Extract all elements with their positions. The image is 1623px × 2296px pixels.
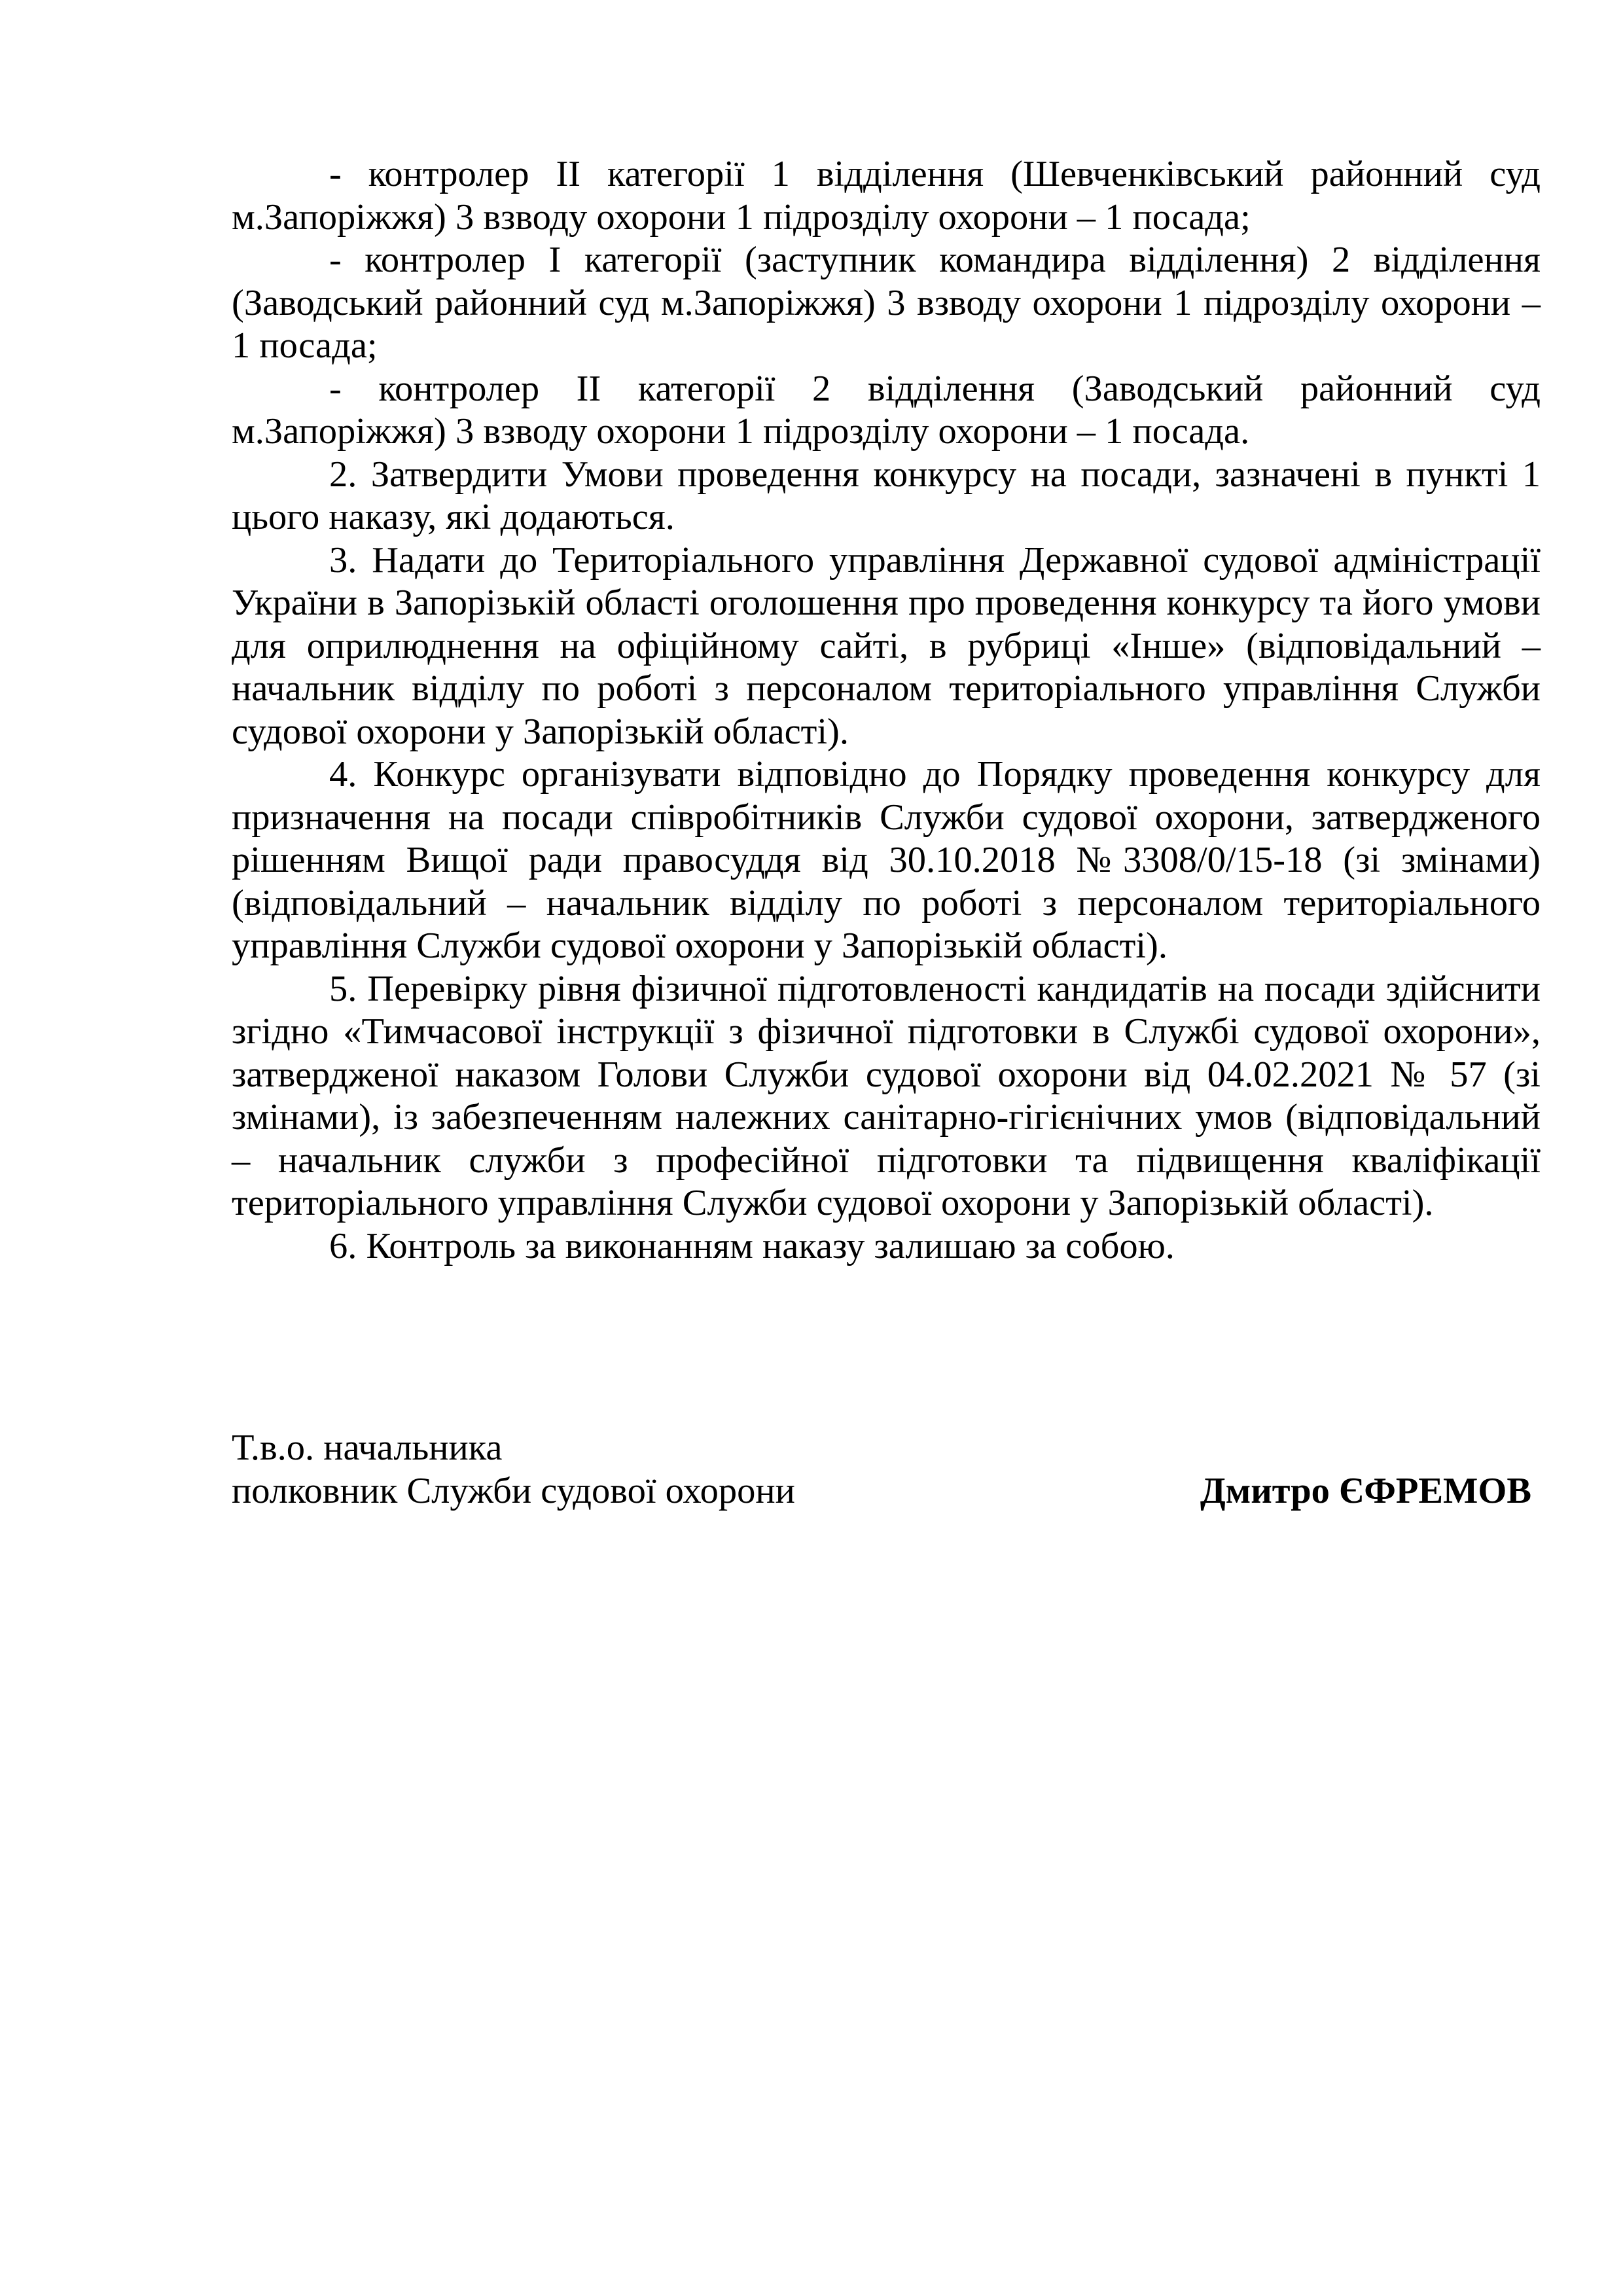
clause-3: 3. Надати до Територіального управління Державної судової адміністрації України в Запорізькій області оголошення про проведення конкурсу та його умови для оприлюднення на офіційному сайті, в рубриці «Інше» (відповідальний – начальник відділу по роботі з персоналом територіального управління Служби судової охорони у Запорізькій області). (232, 539, 1541, 752)
signer-rank: полковник Служби судової охорони (232, 1470, 795, 1511)
signer-role: Т.в.о. начальника (232, 1427, 503, 1468)
position-item-3: - контролер ІІ категорії 2 відділення (Заводський районний суд м.Запоріжжя) 3 взводу охорони 1 підрозділу охорони – 1 посада. (232, 368, 1541, 452)
position-item-2: - контролер І категорії (заступник командира відділення) 2 відділення (Заводський районний суд м.Запоріжжя) 3 взводу охорони 1 підрозділу охорони – 1 посада; (232, 240, 1541, 366)
position-item-1: - контролер ІІ категорії 1 відділення (Шевченківський районний суд м.Запоріжжя) 3 взводу охорони 1 підрозділу охорони – 1 посада; (232, 154, 1541, 238)
signer-name: Дмитро ЄФРЕМОВ (1200, 1470, 1531, 1511)
clause-2: 2. Затвердити Умови проведення конкурсу на посади, зазначені в пункті 1 цього наказу, які додаються. (232, 454, 1541, 537)
clause-5: 5. Перевірку рівня фізичної підготовленості кандидатів на посади здійснити згідно «Тимчасової інструкції з фізичної підготовки в Службі судової охорони», затвердженої наказом Голови Служби судової охорони від 04.02.2021 № 57 (зі змінами), із забезпеченням належних санітарно-гігієнічних умов (відповідальний – начальник служби з професійної підготовки та підвищення кваліфікації територіального управління Служби судової охорони у Запорізькій області). (232, 968, 1541, 1223)
document-body (232, 153, 1541, 1268)
signer-row (232, 1470, 1541, 1513)
clause-4: 4. Конкурс організувати відповідно до Порядку проведення конкурсу для призначення на посади співробітників Служби судової охорони, затвердженого рішенням Вищої ради правосуддя від 30.10.2018 №3308/0/15-18 (зі змінами) (відповідальний – начальник відділу по роботі з персоналом територіального управління Служби судової охорони у Запорізькій області). (232, 754, 1541, 966)
clause-6: 6. Контроль за виконанням наказу залишаю за собою. (329, 1225, 1175, 1266)
signature-block (232, 1427, 1541, 1513)
